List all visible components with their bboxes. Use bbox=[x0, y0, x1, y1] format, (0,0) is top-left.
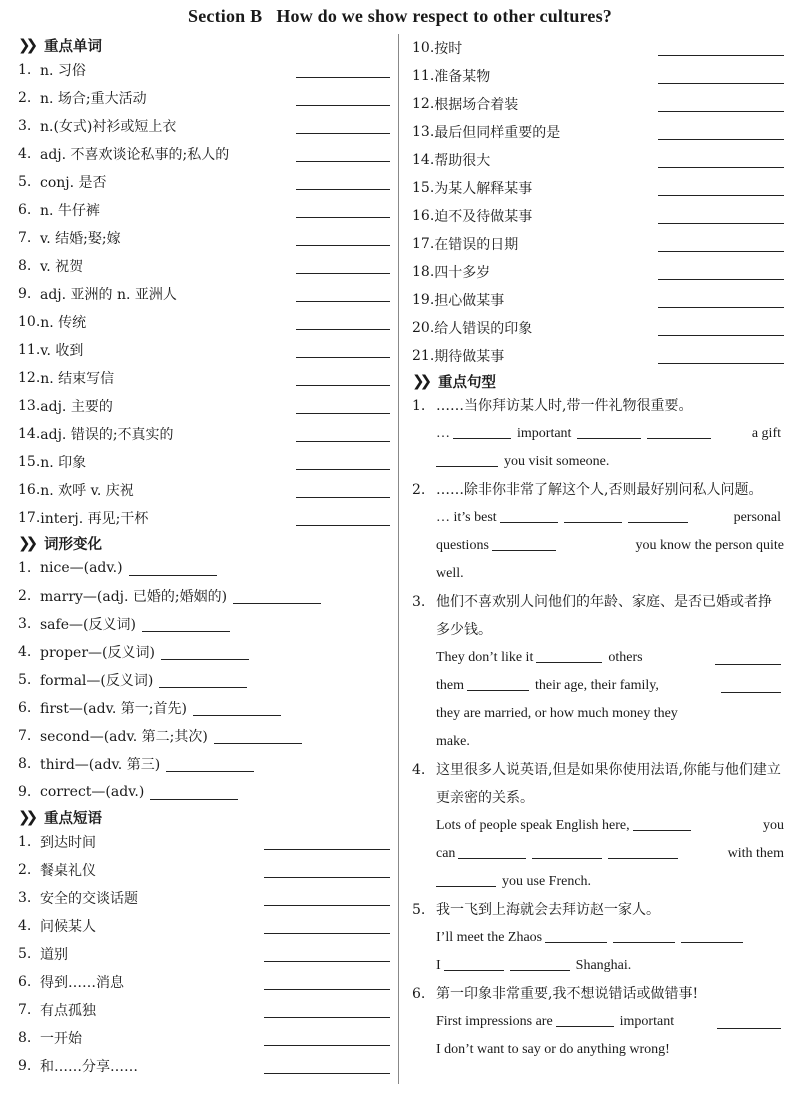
answer-blank[interactable] bbox=[166, 757, 254, 772]
phrase-item: 11. 准备某物 bbox=[412, 62, 784, 90]
answer-blank[interactable] bbox=[658, 97, 784, 112]
phrase-item: 19. 担心做某事 bbox=[412, 286, 784, 314]
answer-blank[interactable] bbox=[264, 975, 390, 990]
answer-blank[interactable] bbox=[500, 509, 558, 523]
double-chevron-icon: ❯❯ bbox=[18, 36, 34, 54]
answer-blank[interactable] bbox=[658, 209, 784, 224]
word-form-item: 2. marry—(adj. 已婚的;婚姻的) bbox=[18, 582, 390, 610]
answer-blank[interactable] bbox=[159, 673, 247, 688]
answer-blank[interactable] bbox=[647, 425, 711, 439]
answer-blank[interactable] bbox=[264, 835, 390, 850]
answer-blank[interactable] bbox=[453, 425, 511, 439]
answer-blank[interactable] bbox=[658, 153, 784, 168]
section-label: Section B bbox=[188, 6, 263, 26]
answer-blank[interactable] bbox=[296, 483, 390, 498]
phrase-item: 4. 问候某人 bbox=[18, 912, 390, 940]
vocab-item: 11. v. 收到 bbox=[18, 336, 390, 364]
vocab-item: 8. v. 祝贺 bbox=[18, 252, 390, 280]
answer-blank[interactable] bbox=[296, 371, 390, 386]
answer-blank[interactable] bbox=[613, 929, 675, 943]
phrase-item: 13. 最后但同样重要的是 bbox=[412, 118, 784, 146]
answer-blank[interactable] bbox=[658, 237, 784, 252]
sentence-item-3: 3. 他们不喜欢别人问他们的年龄、家庭、是否已婚或者挣多少钱。 They don’t like it others them their age, their family, they are married, or how much money they make. bbox=[412, 588, 784, 756]
vocab-item: 3. n.(女式)衬衫或短上衣 bbox=[18, 112, 390, 140]
phrases-list-right bbox=[412, 34, 784, 370]
word-form-item: 9. correct—(adv.) bbox=[18, 778, 390, 806]
answer-blank[interactable] bbox=[296, 91, 390, 106]
phrase-item: 8. 一开始 bbox=[18, 1024, 390, 1052]
phrase-item: 3. 安全的交谈话题 bbox=[18, 884, 390, 912]
phrase-item: 5. 道别 bbox=[18, 940, 390, 968]
word-form-item: 6. first—(adv. 第一;首先) bbox=[18, 694, 390, 722]
answer-blank[interactable] bbox=[296, 455, 390, 470]
forms-section-header: ❯❯ 词形变化 bbox=[18, 534, 102, 553]
vocab-item: 13. adj. 主要的 bbox=[18, 392, 390, 420]
answer-blank[interactable] bbox=[444, 957, 504, 971]
phrase-item: 12. 根据场合着装 bbox=[412, 90, 784, 118]
answer-blank[interactable] bbox=[296, 511, 390, 526]
answer-blank[interactable] bbox=[264, 1059, 390, 1074]
sentence-item-1: 1. ……当你拜访某人时,带一件礼物很重要。 … important a gift you visit someone. bbox=[412, 398, 781, 469]
answer-blank[interactable] bbox=[296, 119, 390, 134]
phrase-item: 21. 期待做某事 bbox=[412, 342, 784, 370]
vocab-item: 9. adj. 亚洲的 n. 亚洲人 bbox=[18, 280, 390, 308]
phrase-item: 2. 餐桌礼仪 bbox=[18, 856, 390, 884]
vocab-item: 5. conj. 是否 bbox=[18, 168, 390, 196]
sentence-item-4: 4. 这里很多人说英语,但是如果你使用法语,你能与他们建立更亲密的关系。 Lots of people speak English here, you can with them you use French. bbox=[412, 762, 784, 889]
vocab-item: 7. v. 结婚;娶;嫁 bbox=[18, 224, 390, 252]
answer-blank[interactable] bbox=[658, 125, 784, 140]
sentence-item-5: 5. 我一飞到上海就会去拜访赵一家人。 I’ll meet the Zhaos I Shanghai. bbox=[412, 896, 784, 980]
vocab-item: 4. adj. 不喜欢谈论私事的;私人的 bbox=[18, 140, 390, 168]
answer-blank[interactable] bbox=[264, 891, 390, 906]
answer-blank[interactable] bbox=[296, 287, 390, 302]
answer-blank[interactable] bbox=[492, 537, 556, 551]
phrase-item: 10. 按时 bbox=[412, 34, 784, 62]
sentences-section-header: ❯❯ 重点句型 bbox=[412, 372, 496, 391]
answer-blank[interactable] bbox=[436, 873, 496, 887]
answer-blank[interactable] bbox=[129, 561, 217, 576]
left-column bbox=[18, 34, 390, 1080]
answer-blank[interactable] bbox=[608, 845, 678, 859]
answer-blank[interactable] bbox=[715, 651, 781, 665]
word-form-item: 5. formal—(反义词) bbox=[18, 666, 390, 694]
answer-blank[interactable] bbox=[467, 677, 529, 691]
answer-blank[interactable] bbox=[296, 315, 390, 330]
answer-blank[interactable] bbox=[296, 399, 390, 414]
vocab-item: 14. adj. 错误的;不真实的 bbox=[18, 420, 390, 448]
word-forms-list bbox=[18, 554, 390, 806]
word-form-item: 3. safe—(反义词) bbox=[18, 610, 390, 638]
answer-blank[interactable] bbox=[296, 147, 390, 162]
answer-blank[interactable] bbox=[633, 817, 691, 831]
answer-blank[interactable] bbox=[150, 785, 238, 800]
phrases-section-header: ❯❯ 重点短语 bbox=[18, 808, 102, 827]
vocab-item: 6. n. 牛仔裤 bbox=[18, 196, 390, 224]
answer-blank[interactable] bbox=[510, 957, 570, 971]
vocab-list bbox=[18, 56, 390, 532]
sentence-item-6: 6. 第一印象非常重要,我不想说错话或做错事! First impressions are important I don’t want to say or do anything wrong! bbox=[412, 980, 784, 1064]
answer-blank[interactable] bbox=[296, 231, 390, 246]
double-chevron-icon: ❯❯ bbox=[18, 808, 34, 826]
double-chevron-icon: ❯❯ bbox=[412, 372, 428, 390]
answer-blank[interactable] bbox=[658, 293, 784, 308]
answer-blank[interactable] bbox=[264, 863, 390, 878]
vocab-item: 15. n. 印象 bbox=[18, 448, 390, 476]
vocab-item: 10. n. 传统 bbox=[18, 308, 390, 336]
phrase-item: 1. 到达时间 bbox=[18, 828, 390, 856]
answer-blank[interactable] bbox=[658, 69, 784, 84]
answer-blank[interactable] bbox=[296, 175, 390, 190]
answer-blank[interactable] bbox=[658, 321, 784, 336]
answer-blank[interactable] bbox=[296, 343, 390, 358]
answer-blank[interactable] bbox=[436, 453, 498, 467]
answer-blank[interactable] bbox=[658, 181, 784, 196]
answer-blank[interactable] bbox=[296, 203, 390, 218]
answer-blank[interactable] bbox=[161, 645, 249, 660]
answer-blank[interactable] bbox=[296, 63, 390, 78]
phrase-item: 17. 在错误的日期 bbox=[412, 230, 784, 258]
vocab-item: 2. n. 场合;重大活动 bbox=[18, 84, 390, 112]
vocab-item: 16. n. 欢呼 v. 庆祝 bbox=[18, 476, 390, 504]
answer-blank[interactable] bbox=[264, 947, 390, 962]
double-chevron-icon: ❯❯ bbox=[18, 534, 34, 552]
vocab-item: 12. n. 结束写信 bbox=[18, 364, 390, 392]
vocab-section-header: ❯❯ 重点单词 bbox=[18, 36, 102, 55]
phrase-item: 18. 四十多岁 bbox=[412, 258, 784, 286]
vocab-item: 1. n. 习俗 bbox=[18, 56, 390, 84]
answer-blank[interactable] bbox=[658, 349, 784, 364]
phrase-item: 9. 和……分享…… bbox=[18, 1052, 390, 1080]
word-form-item: 8. third—(adv. 第三) bbox=[18, 750, 390, 778]
answer-blank[interactable] bbox=[681, 929, 743, 943]
answer-blank[interactable] bbox=[658, 265, 784, 280]
answer-blank[interactable] bbox=[458, 845, 526, 859]
column-divider bbox=[398, 34, 399, 1084]
word-form-item: 1. nice—(adv.) bbox=[18, 554, 390, 582]
answer-blank[interactable] bbox=[264, 1031, 390, 1046]
answer-blank[interactable] bbox=[142, 617, 230, 632]
answer-blank[interactable] bbox=[193, 701, 281, 716]
answer-blank[interactable] bbox=[214, 729, 302, 744]
answer-blank[interactable] bbox=[296, 427, 390, 442]
phrase-item: 14. 帮助很大 bbox=[412, 146, 784, 174]
answer-blank[interactable] bbox=[564, 509, 622, 523]
vocab-item: 17. interj. 再见;干杯 bbox=[18, 504, 390, 532]
answer-blank[interactable] bbox=[577, 425, 641, 439]
answer-blank[interactable] bbox=[296, 259, 390, 274]
right-column bbox=[412, 34, 784, 1064]
phrase-item: 16. 迫不及待做某事 bbox=[412, 202, 784, 230]
phrase-item: 7. 有点孤独 bbox=[18, 996, 390, 1024]
answer-blank[interactable] bbox=[532, 845, 602, 859]
page-title bbox=[0, 6, 800, 27]
answer-blank[interactable] bbox=[556, 1013, 614, 1027]
phrase-item: 6. 得到……消息 bbox=[18, 968, 390, 996]
answer-blank[interactable] bbox=[264, 1003, 390, 1018]
phrase-item: 15. 为某人解释某事 bbox=[412, 174, 784, 202]
section-question: How do we show respect to other cultures? bbox=[276, 6, 612, 26]
phrase-item: 20. 给人错误的印象 bbox=[412, 314, 784, 342]
answer-blank[interactable] bbox=[658, 41, 784, 56]
word-form-item: 4. proper—(反义词) bbox=[18, 638, 390, 666]
sentence-item-2: 2. ……除非你非常了解这个人,否则最好别问私人问题。 … it’s best personal questions you know the person quite well. bbox=[412, 482, 784, 581]
answer-blank[interactable] bbox=[536, 649, 602, 663]
answer-blank[interactable] bbox=[264, 919, 390, 934]
answer-blank[interactable] bbox=[628, 509, 688, 523]
answer-blank[interactable] bbox=[717, 1015, 781, 1029]
word-form-item: 7. second—(adv. 第二;其次) bbox=[18, 722, 390, 750]
answer-blank[interactable] bbox=[233, 589, 321, 604]
phrases-list-left bbox=[18, 828, 390, 1080]
answer-blank[interactable] bbox=[545, 929, 607, 943]
answer-blank[interactable] bbox=[721, 679, 781, 693]
